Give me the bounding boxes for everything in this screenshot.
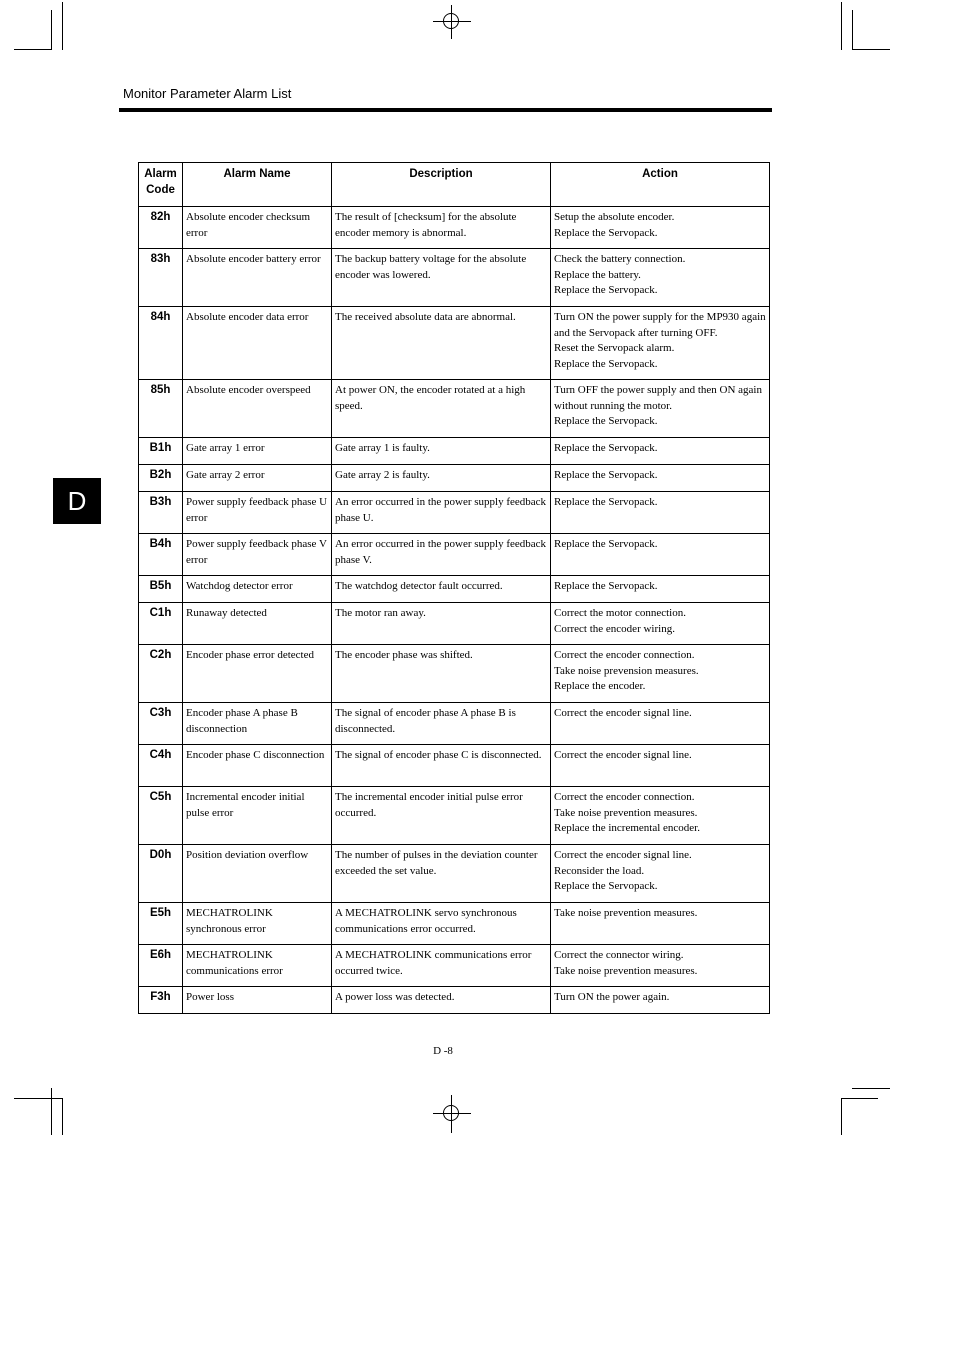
alarm-name: Gate array 1 error — [183, 438, 332, 465]
alarm-code: 85h — [139, 380, 183, 438]
action-line: Replace the Servopack. — [554, 226, 658, 239]
action-line: Replace the Servopack. — [554, 415, 658, 427]
action-line: Correct the encoder signal line. — [554, 749, 692, 761]
alarm-description: An error occurred in the power supply feedback phase U. — [332, 492, 551, 534]
column-header-description: Description — [332, 163, 551, 207]
alarm-code: B4h — [139, 534, 183, 576]
alarm-action — [551, 438, 770, 465]
alarm-code: C1h — [139, 603, 183, 645]
alarm-code: B2h — [139, 465, 183, 492]
alarm-code: 83h — [139, 249, 183, 307]
alarm-code: C5h — [139, 787, 183, 845]
alarm-code: B5h — [139, 576, 183, 603]
alarm-description: A MECHATROLINK servo synchronous communications error occurred. — [332, 903, 551, 945]
alarm-code: D0h — [139, 845, 183, 903]
table-row — [139, 703, 770, 745]
alarm-name: Watchdog detector error — [183, 576, 332, 603]
table-row — [139, 903, 770, 945]
alarm-action — [551, 987, 770, 1014]
table-row — [139, 645, 770, 703]
alarm-name: Incremental encoder initial pulse error — [183, 787, 332, 845]
action-line: Turn OFF the power supply and then ON again without running the motor. — [554, 384, 762, 412]
action-line: Correct the motor connection. — [554, 607, 686, 619]
header-rule — [119, 108, 772, 112]
action-line: Check the battery connection. — [554, 253, 686, 265]
alarm-name: Encoder phase error detected — [183, 645, 332, 703]
alarm-code: C4h — [139, 745, 183, 787]
action-line: Replace the Servopack. — [554, 442, 658, 454]
table-row — [139, 787, 770, 845]
column-header-name: Alarm Name — [183, 163, 332, 207]
action-line: Replace the incremental encoder. — [554, 822, 700, 834]
action-line: Reconsider the load. — [554, 864, 645, 877]
alarm-name: Absolute encoder overspeed — [183, 380, 332, 438]
action-line: Replace the Servopack. — [554, 580, 658, 592]
alarm-description: The received absolute data are abnormal. — [332, 307, 551, 380]
table-row — [139, 845, 770, 903]
alarm-action — [551, 492, 770, 534]
alarm-action — [551, 903, 770, 945]
alarm-code: B1h — [139, 438, 183, 465]
action-line: Setup the absolute encoder. — [554, 211, 675, 223]
alarm-action — [551, 787, 770, 845]
page-number: D -8 — [433, 1045, 453, 1057]
action-line: Correct the encoder signal line. — [554, 707, 692, 719]
alarm-action — [551, 645, 770, 703]
action-line: Replace the encoder. — [554, 680, 646, 692]
alarm-description: Gate array 2 is faulty. — [332, 465, 551, 492]
alarm-code: 84h — [139, 307, 183, 380]
table-row — [139, 492, 770, 534]
action-line: Correct the encoder wiring. — [554, 622, 675, 635]
alarm-name: Power supply feedback phase V error — [183, 534, 332, 576]
table-row — [139, 534, 770, 576]
alarm-code: C3h — [139, 703, 183, 745]
alarm-description: The backup battery voltage for the absolute encoder was lowered. — [332, 249, 551, 307]
alarm-name: Absolute encoder checksum error — [183, 207, 332, 249]
alarm-code: E6h — [139, 945, 183, 987]
alarm-description: The number of pulses in the deviation counter exceeded the set value. — [332, 845, 551, 903]
action-line: Take noise prevention measures. — [554, 806, 698, 819]
action-line: Replace the battery. — [554, 268, 641, 281]
alarm-name: Encoder phase C disconnection — [183, 745, 332, 787]
action-line: Correct the encoder signal line. — [554, 849, 692, 861]
alarm-description: The signal of encoder phase A phase B is disconnected. — [332, 703, 551, 745]
alarm-name: Power supply feedback phase U error — [183, 492, 332, 534]
alarm-name: Position deviation overflow — [183, 845, 332, 903]
action-line: Reset the Servopack alarm. — [554, 342, 675, 354]
alarm-action — [551, 945, 770, 987]
alarm-action — [551, 534, 770, 576]
column-header-action: Action — [551, 163, 770, 207]
alarm-table-body — [139, 207, 770, 1014]
table-row — [139, 576, 770, 603]
column-header-code: Alarm Code — [139, 163, 183, 207]
alarm-description: The signal of encoder phase C is disconnected. — [332, 745, 551, 787]
alarm-description: At power ON, the encoder rotated at a high speed. — [332, 380, 551, 438]
alarm-name: Encoder phase A phase B disconnection — [183, 703, 332, 745]
alarm-action — [551, 603, 770, 645]
alarm-description: Gate array 1 is faulty. — [332, 438, 551, 465]
alarm-name: Runaway detected — [183, 603, 332, 645]
action-line: Replace the Servopack. — [554, 469, 658, 481]
table-row — [139, 603, 770, 645]
alarm-name: MECHATROLINK communications error — [183, 945, 332, 987]
table-row — [139, 249, 770, 307]
alarm-description: The encoder phase was shifted. — [332, 645, 551, 703]
action-line: Take noise prevention measures. — [554, 907, 698, 919]
action-line: Correct the encoder connection. — [554, 791, 695, 803]
table-row — [139, 987, 770, 1014]
table-row — [139, 465, 770, 492]
action-line: Replace the Servopack. — [554, 496, 658, 508]
alarm-action — [551, 465, 770, 492]
alarm-description: A power loss was detected. — [332, 987, 551, 1014]
alarm-action — [551, 703, 770, 745]
alarm-action — [551, 745, 770, 787]
alarm-name: Absolute encoder battery error — [183, 249, 332, 307]
alarm-action — [551, 845, 770, 903]
action-line: Correct the encoder connection. — [554, 649, 695, 661]
action-line: Turn ON the power again. — [554, 991, 670, 1003]
alarm-code: F3h — [139, 987, 183, 1014]
table-header-row — [139, 163, 770, 207]
alarm-description: An error occurred in the power supply feedback phase V. — [332, 534, 551, 576]
alarm-name: Gate array 2 error — [183, 465, 332, 492]
table-row — [139, 438, 770, 465]
alarm-action — [551, 307, 770, 380]
section-tab: D — [53, 478, 101, 524]
page-header-title: Monitor Parameter Alarm List — [123, 86, 292, 101]
table-row — [139, 207, 770, 249]
table-row — [139, 307, 770, 380]
table-row — [139, 745, 770, 787]
alarm-action — [551, 576, 770, 603]
action-line: Correct the connector wiring. — [554, 949, 684, 961]
alarm-description: The result of [checksum] for the absolute encoder memory is abnormal. — [332, 207, 551, 249]
alarm-code: B3h — [139, 492, 183, 534]
table-row — [139, 945, 770, 987]
alarm-description: The motor ran away. — [332, 603, 551, 645]
alarm-description: The watchdog detector fault occurred. — [332, 576, 551, 603]
alarm-name: MECHATROLINK synchronous error — [183, 903, 332, 945]
action-line: Replace the Servopack. — [554, 357, 658, 370]
alarm-code: 82h — [139, 207, 183, 249]
action-line: Replace the Servopack. — [554, 880, 658, 892]
table-row — [139, 380, 770, 438]
action-line: Replace the Servopack. — [554, 538, 658, 550]
alarm-code: E5h — [139, 903, 183, 945]
alarm-action — [551, 249, 770, 307]
alarm-name: Power loss — [183, 987, 332, 1014]
alarm-description: A MECHATROLINK communications error occurred twice. — [332, 945, 551, 987]
action-line: Turn ON the power supply for the MP930 again and the Servopack after turning OFF. — [554, 311, 766, 339]
alarm-action — [551, 380, 770, 438]
alarm-description: The incremental encoder initial pulse error occurred. — [332, 787, 551, 845]
action-line: Take noise prevension measures. — [554, 664, 699, 677]
action-line: Take noise prevention measures. — [554, 964, 698, 977]
alarm-code: C2h — [139, 645, 183, 703]
alarm-action — [551, 207, 770, 249]
alarm-name: Absolute encoder data error — [183, 307, 332, 380]
action-line: Replace the Servopack. — [554, 284, 658, 296]
alarm-table — [138, 162, 770, 1014]
